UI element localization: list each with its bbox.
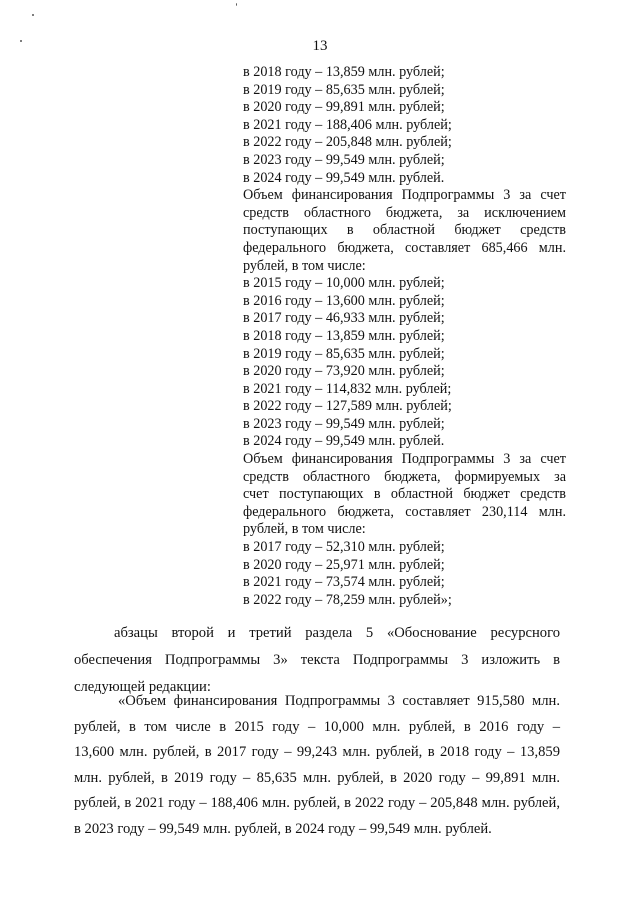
paragraph-line: в 2023 году – 99,549 млн. рублей, в 2024 году – 99,549 млн. рублей. [74,820,492,837]
list-item: в 2022 году – 205,848 млн. рублей; [243,134,452,151]
regional-budget-paragraph [243,187,566,275]
list-item: в 2018 году – 13,859 млн. рублей; [243,64,445,80]
scan-speck [32,14,34,16]
paragraph-line: следующей редакции: [74,679,211,695]
paragraph-line: поступающих в областной бюджет средств [243,222,566,239]
paragraph-line: рублей, в том числе: [243,257,366,274]
paragraph-line: счет поступающих в областной бюджет средств [243,486,566,503]
paragraph-line: федерального бюджета, составляет 685,466 млн. [243,239,566,256]
paragraph-line: Объем финансирования Подпрограммы 3 за счет [243,451,566,468]
list-item: в 2023 году – 99,549 млн. рублей; [243,415,445,432]
paragraph-line: «Объем финансирования Подпрограммы 3 составляет 915,580 млн. [118,693,560,709]
federal-budget-paragraph [243,451,566,539]
list-item: в 2019 году – 85,635 млн. рублей; [243,345,445,362]
list-item: в 2022 году – 78,259 млн. рублей»; [243,591,452,608]
list-item: в 2016 году – 13,600 млн. рублей; [243,292,445,309]
paragraph-line: 13,600 млн. рублей, в 2017 году – 99,243 млн. рублей, в 2018 году – 13,859 [74,744,560,760]
year-list-federal [243,539,566,609]
list-item: в 2020 году – 25,971 млн. рублей; [243,556,445,573]
list-item: в 2021 году – 73,574 млн. рублей; [243,574,445,591]
funding-column [243,64,566,609]
year-list-regional [243,275,566,451]
list-item: в 2023 году – 99,549 млн. рублей; [243,151,445,168]
list-item: в 2017 году – 46,933 млн. рублей; [243,310,445,327]
list-item: в 2021 году – 188,406 млн. рублей; [243,116,452,133]
paragraph-line: рублей, в том числе в 2015 году – 10,000 млн. рублей, в 2016 году – [74,718,560,735]
page-number: 13 [312,38,328,54]
list-item: в 2024 году – 99,549 млн. рублей. [243,169,445,186]
paragraph-line: рублей, в 2021 году – 188,406 млн. рублей, в 2022 году – 205,848 млн. рублей, [74,795,560,811]
list-item: в 2020 году – 73,920 млн. рублей; [243,363,445,380]
paragraph-line: обеспечения Подпрограммы 3» текста Подпрограммы 3 изложить в [74,652,560,668]
paragraph-line: средств областного бюджета, формируемых за [243,468,566,485]
year-list-total [243,64,566,187]
list-item: в 2021 году – 114,832 млн. рублей; [243,380,452,397]
paragraph-line: средств областного бюджета, за исключением [243,204,566,221]
list-item: в 2015 году – 10,000 млн. рублей; [243,275,445,292]
list-item: в 2020 году – 99,891 млн. рублей; [243,99,445,116]
list-item: в 2018 году – 13,859 млн. рублей; [243,327,445,344]
list-item: в 2024 году – 99,549 млн. рублей. [243,433,445,450]
paragraph-line: рублей, в том числе: [243,521,366,538]
paragraph-line: Объем финансирования Подпрограммы 3 за счет [243,187,566,204]
list-item: в 2022 году – 127,589 млн. рублей; [243,398,452,415]
paragraph-line: млн. рублей, в 2019 году – 85,635 млн. рублей, в 2020 году – 99,891 млн. [74,769,560,786]
paragraph-line: абзацы второй и третий раздела 5 «Обоснование ресурсного [114,625,560,641]
list-item: в 2017 году – 52,310 млн. рублей; [243,539,445,556]
scan-speck [236,3,237,6]
quote-paragraph [74,689,560,842]
paragraph-line: федерального бюджета, составляет 230,114 млн. [243,503,566,520]
list-item: в 2019 году – 85,635 млн. рублей; [243,81,445,98]
